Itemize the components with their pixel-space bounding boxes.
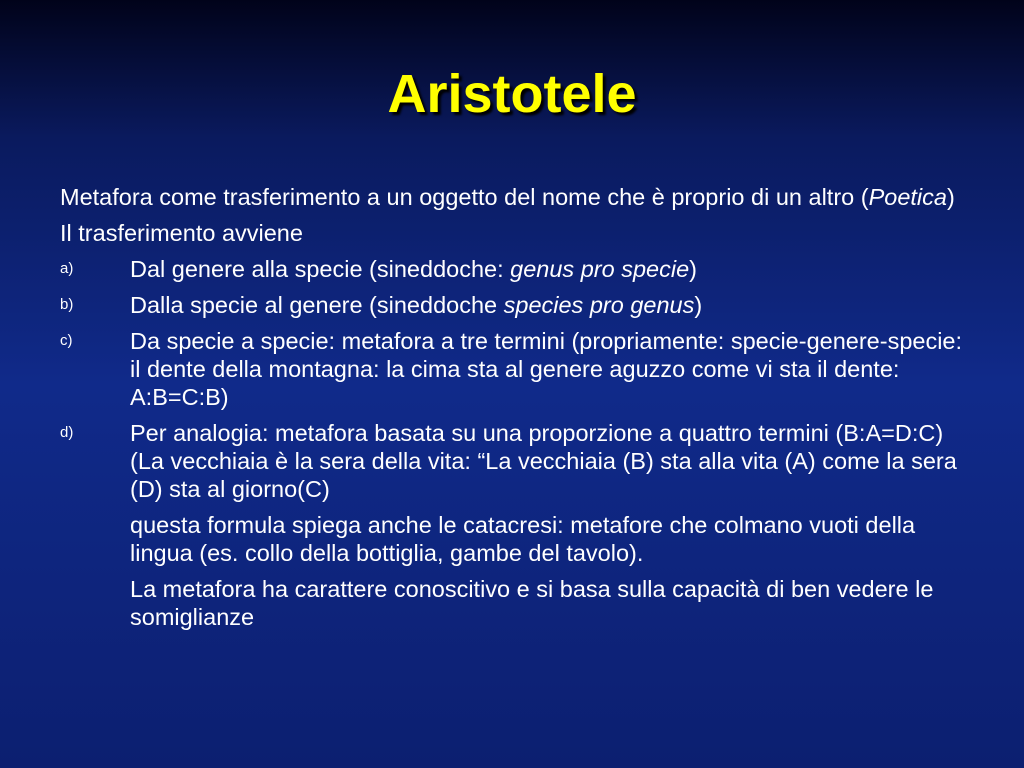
paragraph-text-end: ) <box>946 184 955 210</box>
list-item-text: Per analogia: metafora basata su una proporzione a quattro termini (B:A=D:C) (La vecchiaia è la sera della vita: “La vecchiaia (B) sta alla vita (A) come la sera (D) sta al giorno(C) <box>130 420 957 502</box>
paragraph-trasferimento: Il trasferimento avviene <box>60 220 303 246</box>
list-item-c <box>60 327 970 411</box>
paragraph-text: Metafora come trasferimento a un oggetto del nome che è proprio di un altro ( <box>60 184 869 210</box>
slide-title: Aristotele <box>387 64 637 124</box>
list-marker: c) <box>60 332 73 349</box>
paragraph-metafora <box>60 183 970 211</box>
list-item-italic: genus pro specie <box>510 256 690 282</box>
list-marker: d) <box>60 424 74 441</box>
list-item-text: Dal genere alla specie (sineddoche: <box>130 256 511 282</box>
list-item-italic: species pro genus <box>503 292 695 318</box>
list-item-text: Da specie a specie: metafora a tre termini (propriamente: specie-genere-specie: il dente della montagna: la cima sta al genere aguzzo come vi sta il dente: A:B=C:B) <box>130 328 963 410</box>
list-marker: a) <box>60 260 74 277</box>
list-item-text-end: ) <box>689 256 697 282</box>
continuation-catacresi: questa formula spiega anche le catacresi: metafore che colmano vuoti della lingua (es. collo della bottiglia, gambe del tavolo). <box>130 512 916 566</box>
list-item-text: Dalla specie al genere (sineddoche <box>130 292 504 318</box>
continuation-conoscitivo: La metafora ha carattere conoscitivo e si basa sulla capacità di ben vedere le somiglianze <box>130 576 934 630</box>
slide-content <box>60 183 970 639</box>
list-item-d <box>60 419 970 503</box>
list-marker: b) <box>60 296 74 313</box>
list-item-b <box>60 291 970 319</box>
list-item-a <box>60 255 970 283</box>
list-item-text-end: ) <box>694 292 703 318</box>
paragraph-italic: Poetica <box>868 184 947 210</box>
